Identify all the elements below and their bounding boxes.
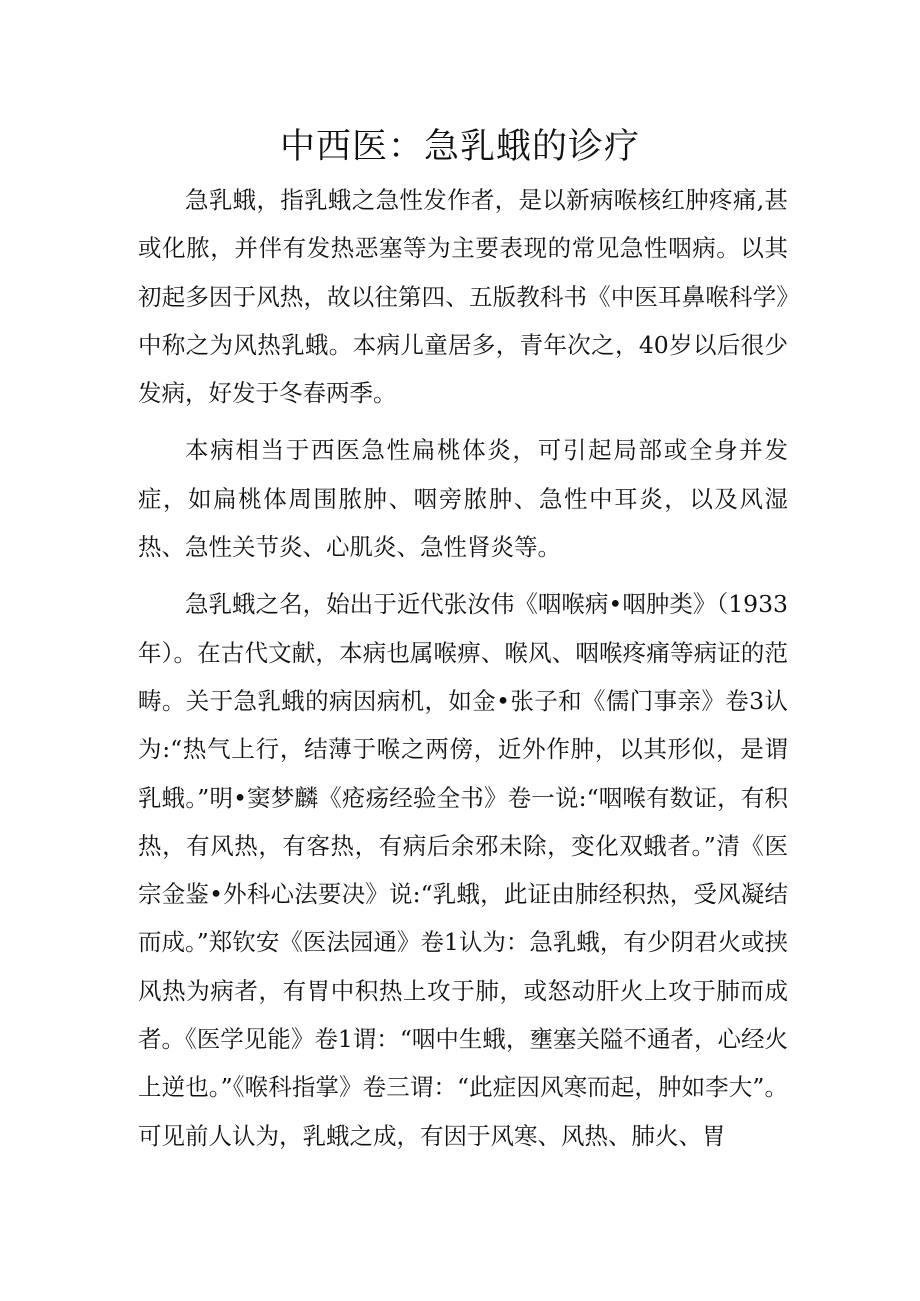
paragraph-definition: 急乳蛾，指乳蛾之急性发作者，是以新病喉核红肿疼痛,甚或化脓，并伴有发热恶塞等为主要表现的常见急性咽病。以其初起多因于风热，故以往第四、五版教科书《中医耳鼻喉科学》中称之为风热乳蛾。本病儿童居多，青年次之，40岁以后很少发病，好发于冬春两季。 bbox=[138, 186, 788, 408]
document-title: 中西医：急乳蛾的诊疗 bbox=[279, 127, 640, 167]
document-body bbox=[138, 176, 788, 1169]
paragraph-history: 急乳蛾之名，始出于近代张汝伟《咽喉病•咽肿类》（1933年）。在古代文献，本病也属喉痹、喉风、咽喉疼痛等病证的范畴。关于急乳蛾的病因病机，如金•张子和《儒门事亲》卷3认为:“热气上行，结薄于喉之两傍，近外作肿，以其形似，是谓乳蛾。”明•窦梦麟《疮疡经验全书》卷一说:“咽喉有数证，有积热，有风热，有客热，有病后余邪未除，变化双蛾者。”清《医宗金鉴•外科心法要决》说:“乳蛾，此证由肺经积热，受风凝结而成。”郑钦安《医法园通》卷1认为：急乳蛾，有少阴君火或挟风热为病者，有胃中积热上攻于肺，或怒动肝火上攻于肺而成者。《医学见能》卷1谓：“咽中生蛾，壅塞关隘不通者，心经火上逆也。”《喉科指掌》卷三谓：“此症因风寒而起，肿如李大”。可见前人认为，乳蛾之成，有因于风寒、风热、肺火、胃 bbox=[138, 590, 788, 1150]
paragraph-western-equivalent: 本病相当于西医急性扁桃体炎，可引起局部或全身并发症，如扁桃体周围脓肿、咽旁脓肿、急性中耳炎，以及风湿热、急性关节炎、心肌炎、急性肾炎等。 bbox=[138, 436, 788, 562]
